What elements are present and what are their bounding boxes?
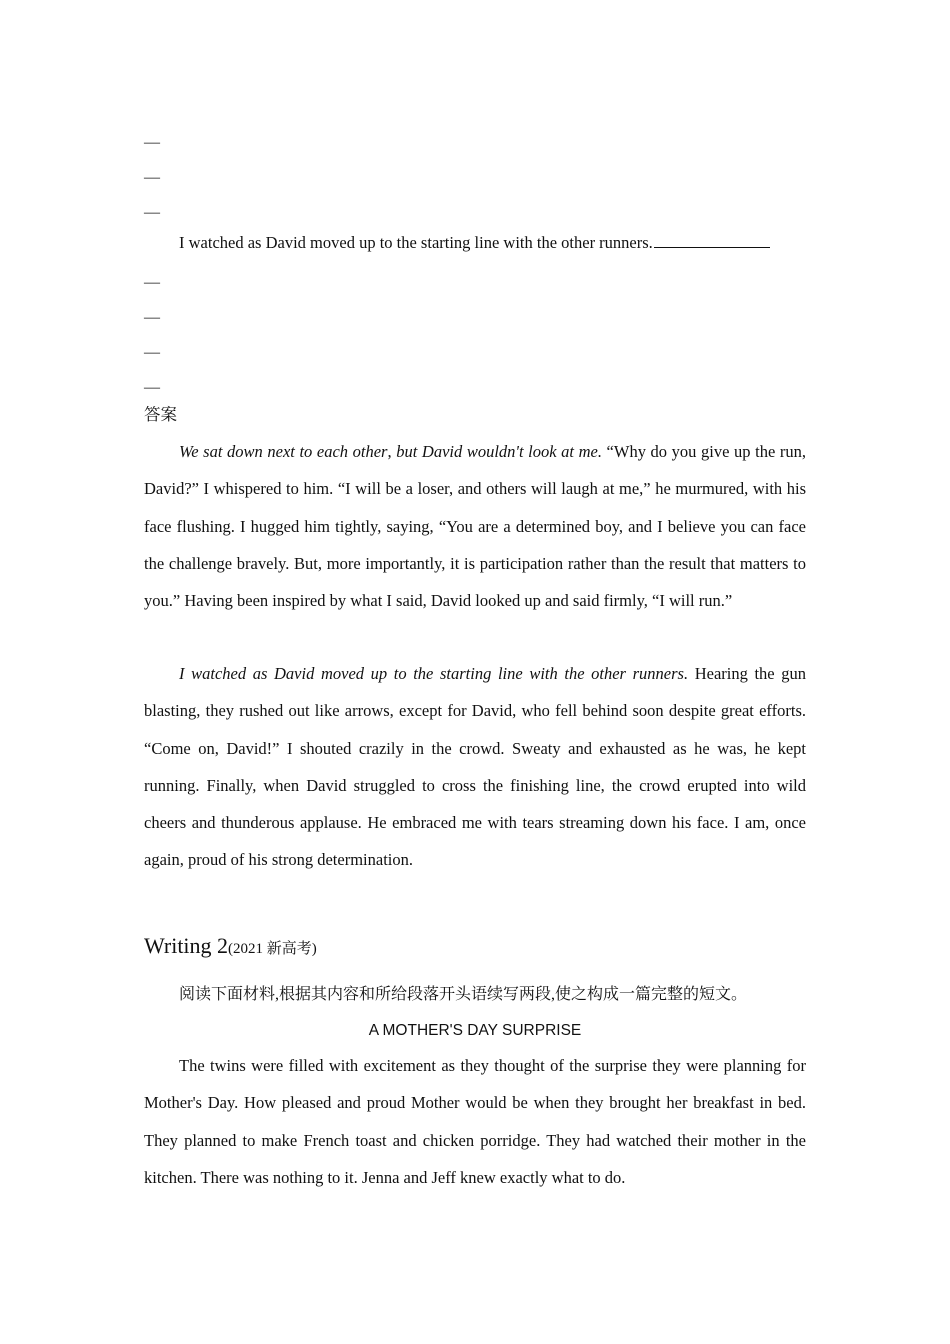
paragraph-comma: , xyxy=(387,442,397,461)
story-paragraph: The twins were filled with excitement as they thought of the surprise they were planning for Mother's Day. How pleased and proud Mother would be when they brought her breakfast in bed. They planned to make French toast and chicken porridge. They had watched their mother in the kitchen. There was nothing to it. Jenna and Jeff knew exactly what to do. xyxy=(144,1056,806,1187)
paragraph-opening-italic: I watched as David moved up to the starting line with the other runners. xyxy=(179,664,689,683)
answer-line-dash: — xyxy=(144,379,160,396)
answer-line-dash: — xyxy=(144,204,160,221)
answer-line-dash: — xyxy=(144,309,160,326)
answer-line-dash: — xyxy=(144,344,160,361)
answer-paragraph-2 xyxy=(144,655,806,879)
paragraph-body: “Why do you give up the run, David?” I whispered to him. “I will be a loser, and others will laugh at me,” he murmured, with his face flushing. I hugged him tightly, saying, “You are a determined boy, and I believe you can face the challenge bravely. But, more importantly, it is participation rather than the result that matters to you.” Having been inspired by what I said, David looked up and said firmly, “I will run.” xyxy=(144,442,807,611)
answer-line-dash: — xyxy=(144,134,160,151)
answer-paragraph-1 xyxy=(144,433,806,619)
story-title: A MOTHER'S DAY SURPRISE xyxy=(368,1022,582,1039)
section-heading-title: Writing 2 xyxy=(144,933,229,958)
section-heading-source: (2021 新高考) xyxy=(228,941,317,957)
section-heading xyxy=(144,933,317,962)
prompt-line-text: I watched as David moved up to the starting line with the other runners. xyxy=(179,233,653,252)
paragraph-opening-italic: We sat down next to each other xyxy=(179,442,388,461)
answer-label: 答案 xyxy=(144,405,177,424)
paragraph-opening-italic-2: but David wouldn't look at me. xyxy=(396,442,602,461)
prompt-line xyxy=(179,231,770,253)
task-instruction: 阅读下面材料,根据其内容和所给段落开头语续写两段,使之构成一篇完整的短文。 xyxy=(179,986,748,1003)
paragraph-body: Hearing the gun blasting, they rushed out like arrows, except for David, who fell behind soon despite great efforts. “Come on, David!” I shouted crazily in the crowd. Sweaty and exhausted as he was, he kept running. Finally, when David struggled to cross the finishing line, the crowd erupted into wild cheers and thunderous applause. He embraced me with tears streaming down his face. I am, once again, proud of his strong determination. xyxy=(144,664,806,870)
answer-line-dash: — xyxy=(144,169,160,186)
fill-in-blank xyxy=(654,231,770,248)
answer-line-dash: — xyxy=(144,274,160,291)
